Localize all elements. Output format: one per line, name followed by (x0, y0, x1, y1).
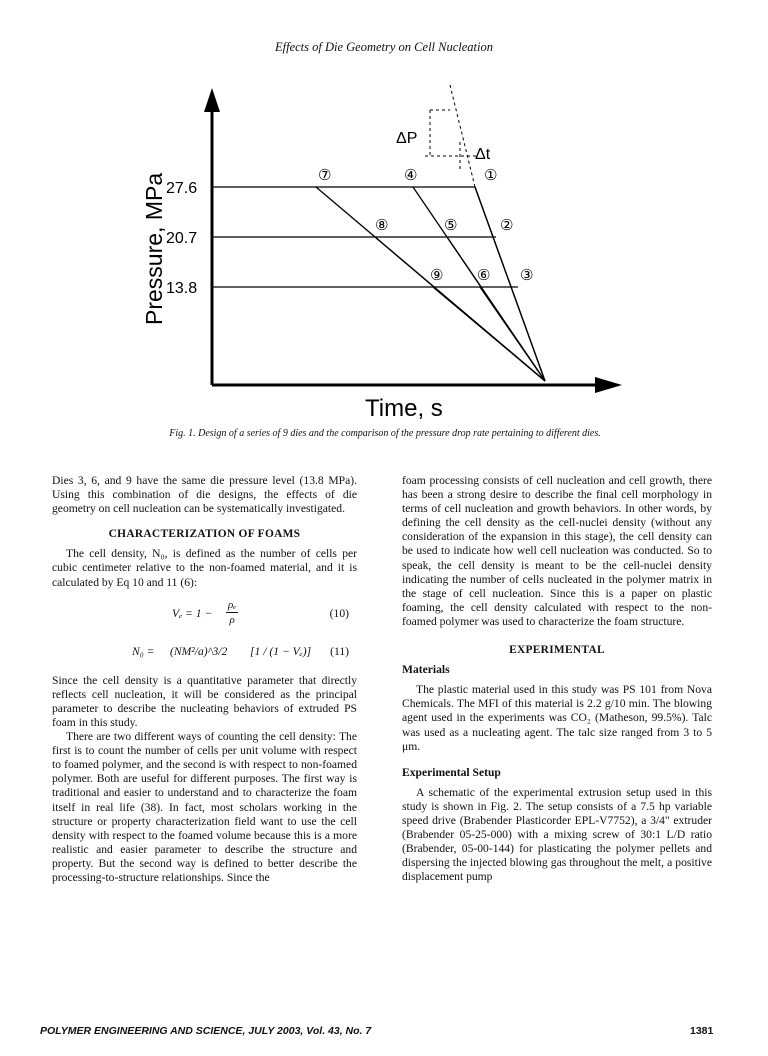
subsection-heading-setup: Experimental Setup (402, 765, 501, 779)
die-label-3: ③ (520, 266, 534, 284)
running-title: Effects of Die Geometry on Cell Nucleation (274, 40, 493, 54)
paragraph: Since the cell density is a quantitative parameter that directly reflects cell nucleation, it will be considered as the principal parameter to describe the nucleating behaviors of extruded PS foam in this study. (52, 673, 357, 729)
delta-p-label: ΔP (396, 130, 418, 147)
y-axis-label: Pressure, MPa (141, 172, 167, 325)
paragraph: The plastic material used in this study was PS 101 from Nova Chemicals. The MFI of this material is 2.2 g/10 min. The blowing agent used in the experiments was CO₂ (Matheson, 99.5%). Talc was used as a nucleating agent. The talc size ranged from 3 to 5 μm. (402, 683, 712, 753)
equation-10 (52, 598, 357, 632)
die-label-5: ⑤ (444, 216, 458, 234)
y-axis-arrow (204, 88, 220, 112)
die-label-1: ① (484, 166, 498, 184)
eq11-lhs: N₀ = (132, 644, 155, 658)
section-heading-experimental: EXPERIMENTAL (509, 644, 605, 657)
die-label-9: ⑨ (430, 266, 444, 284)
paragraph: Dies 3, 6, and 9 have the same die pressure level (13.8 MPa). Using this combination of die designs, the effects of die geometry on cell nucleation can be systematically investigated. (52, 474, 357, 516)
paragraph: foam processing consists of cell nucleation and cell growth, there has been a strong desire to describe the final cell morphology in terms of cell nucleation and growth behaviors. In other words, by defining the cell density as the cell-nuclei density (without any consideration of the expansion in this stage), the cell density can be used to indicate how well cell nucleation was conducted. So to speak, the cell density is meant to be the cell-nuclei density indicating the number of cells nucleated in the polymer matrix in the stage of cell nucleation. Since this is a paper on plastic foaming, the cell density calculated with respect to the non-foamed polymer was used to characterize the foam structure. (402, 474, 712, 628)
figure-caption: Fig. 1. Design of a series of 9 dies and the comparison of the pressure drop rate pertaining to different dies. (169, 428, 601, 439)
x-axis-arrow (595, 377, 622, 393)
die-label-7: ⑦ (318, 166, 332, 184)
section-heading-characterization: CHARACTERIZATION OF FOAMS (108, 528, 301, 541)
eq10-denominator: ρ (229, 613, 235, 626)
tick-label-27-6: 27.6 (166, 180, 198, 197)
delta-t-label: Δt (475, 146, 491, 163)
eq10-fraction (226, 598, 238, 627)
eq10-lhs: Vₑ = 1 − (172, 606, 213, 620)
x-axis-label: Time, s (365, 395, 443, 422)
paragraph: There are two different ways of counting the cell density: The first is to count the number of cells per unit volume with respect to foamed polymer, and the second is with respect to non-foamed polymer. Both are useful for different purposes. The first way is traditional and easier to understand and to characterize the foam itself in real life (38). In fact, most scholars working in the structure or property characterization field want to use the cell density with respect to the foamed volume because this is a more realistic and easier parameter to describe the structure and property. But the second way is defined to better describe the processing-to-structure relationships. Since the (52, 730, 357, 884)
die-label-4: ④ (404, 166, 418, 184)
eq10-number: (10) (329, 606, 349, 620)
eq11-number: (11) (330, 644, 349, 658)
page-number: 1381 (690, 1025, 714, 1037)
tick-label-13-8: 13.8 (166, 280, 198, 297)
left-column (52, 474, 357, 885)
paragraph: A schematic of the experimental extrusion setup used in this study is shown in Fig. 2. The setup consists of a 7.5 hp variable speed drive (Brabender Plasticorder EPL-V7752), a 3/4" extruder (Brabender 05-25-000) with a mixing screw of 30:1 L/D ratio (Brabender, 05-00-144) for plasticating the polymer pellets and dispersing the injected blowing gas throughout the melt, a positive displacement pump (402, 785, 712, 884)
paragraph: The cell density, N₀, is defined as the number of cells per cubic centimeter relative to the non-foamed material, and it is calculated by Eq 10 and 11 (6): (52, 547, 357, 589)
subsection-heading-materials: Materials (402, 663, 450, 677)
tick-label-20-7: 20.7 (166, 230, 198, 247)
eq11-rhs: [1 / (1 − Vₑ)] (250, 644, 312, 658)
figure-1 (100, 80, 640, 425)
eq11-middle: (NM²/a)^3/2 (170, 644, 228, 658)
dashed-extension (450, 85, 475, 187)
footer-journal: POLYMER ENGINEERING AND SCIENCE, JULY 2003, Vol. 43, No. 7 (40, 1025, 372, 1037)
die-label-2: ② (500, 216, 514, 234)
die-label-6: ⑥ (477, 266, 491, 284)
eq10-numerator: ρₑ (226, 598, 238, 613)
right-column (402, 474, 712, 884)
equation-11 (52, 632, 357, 674)
die-label-8: ⑧ (375, 216, 389, 234)
